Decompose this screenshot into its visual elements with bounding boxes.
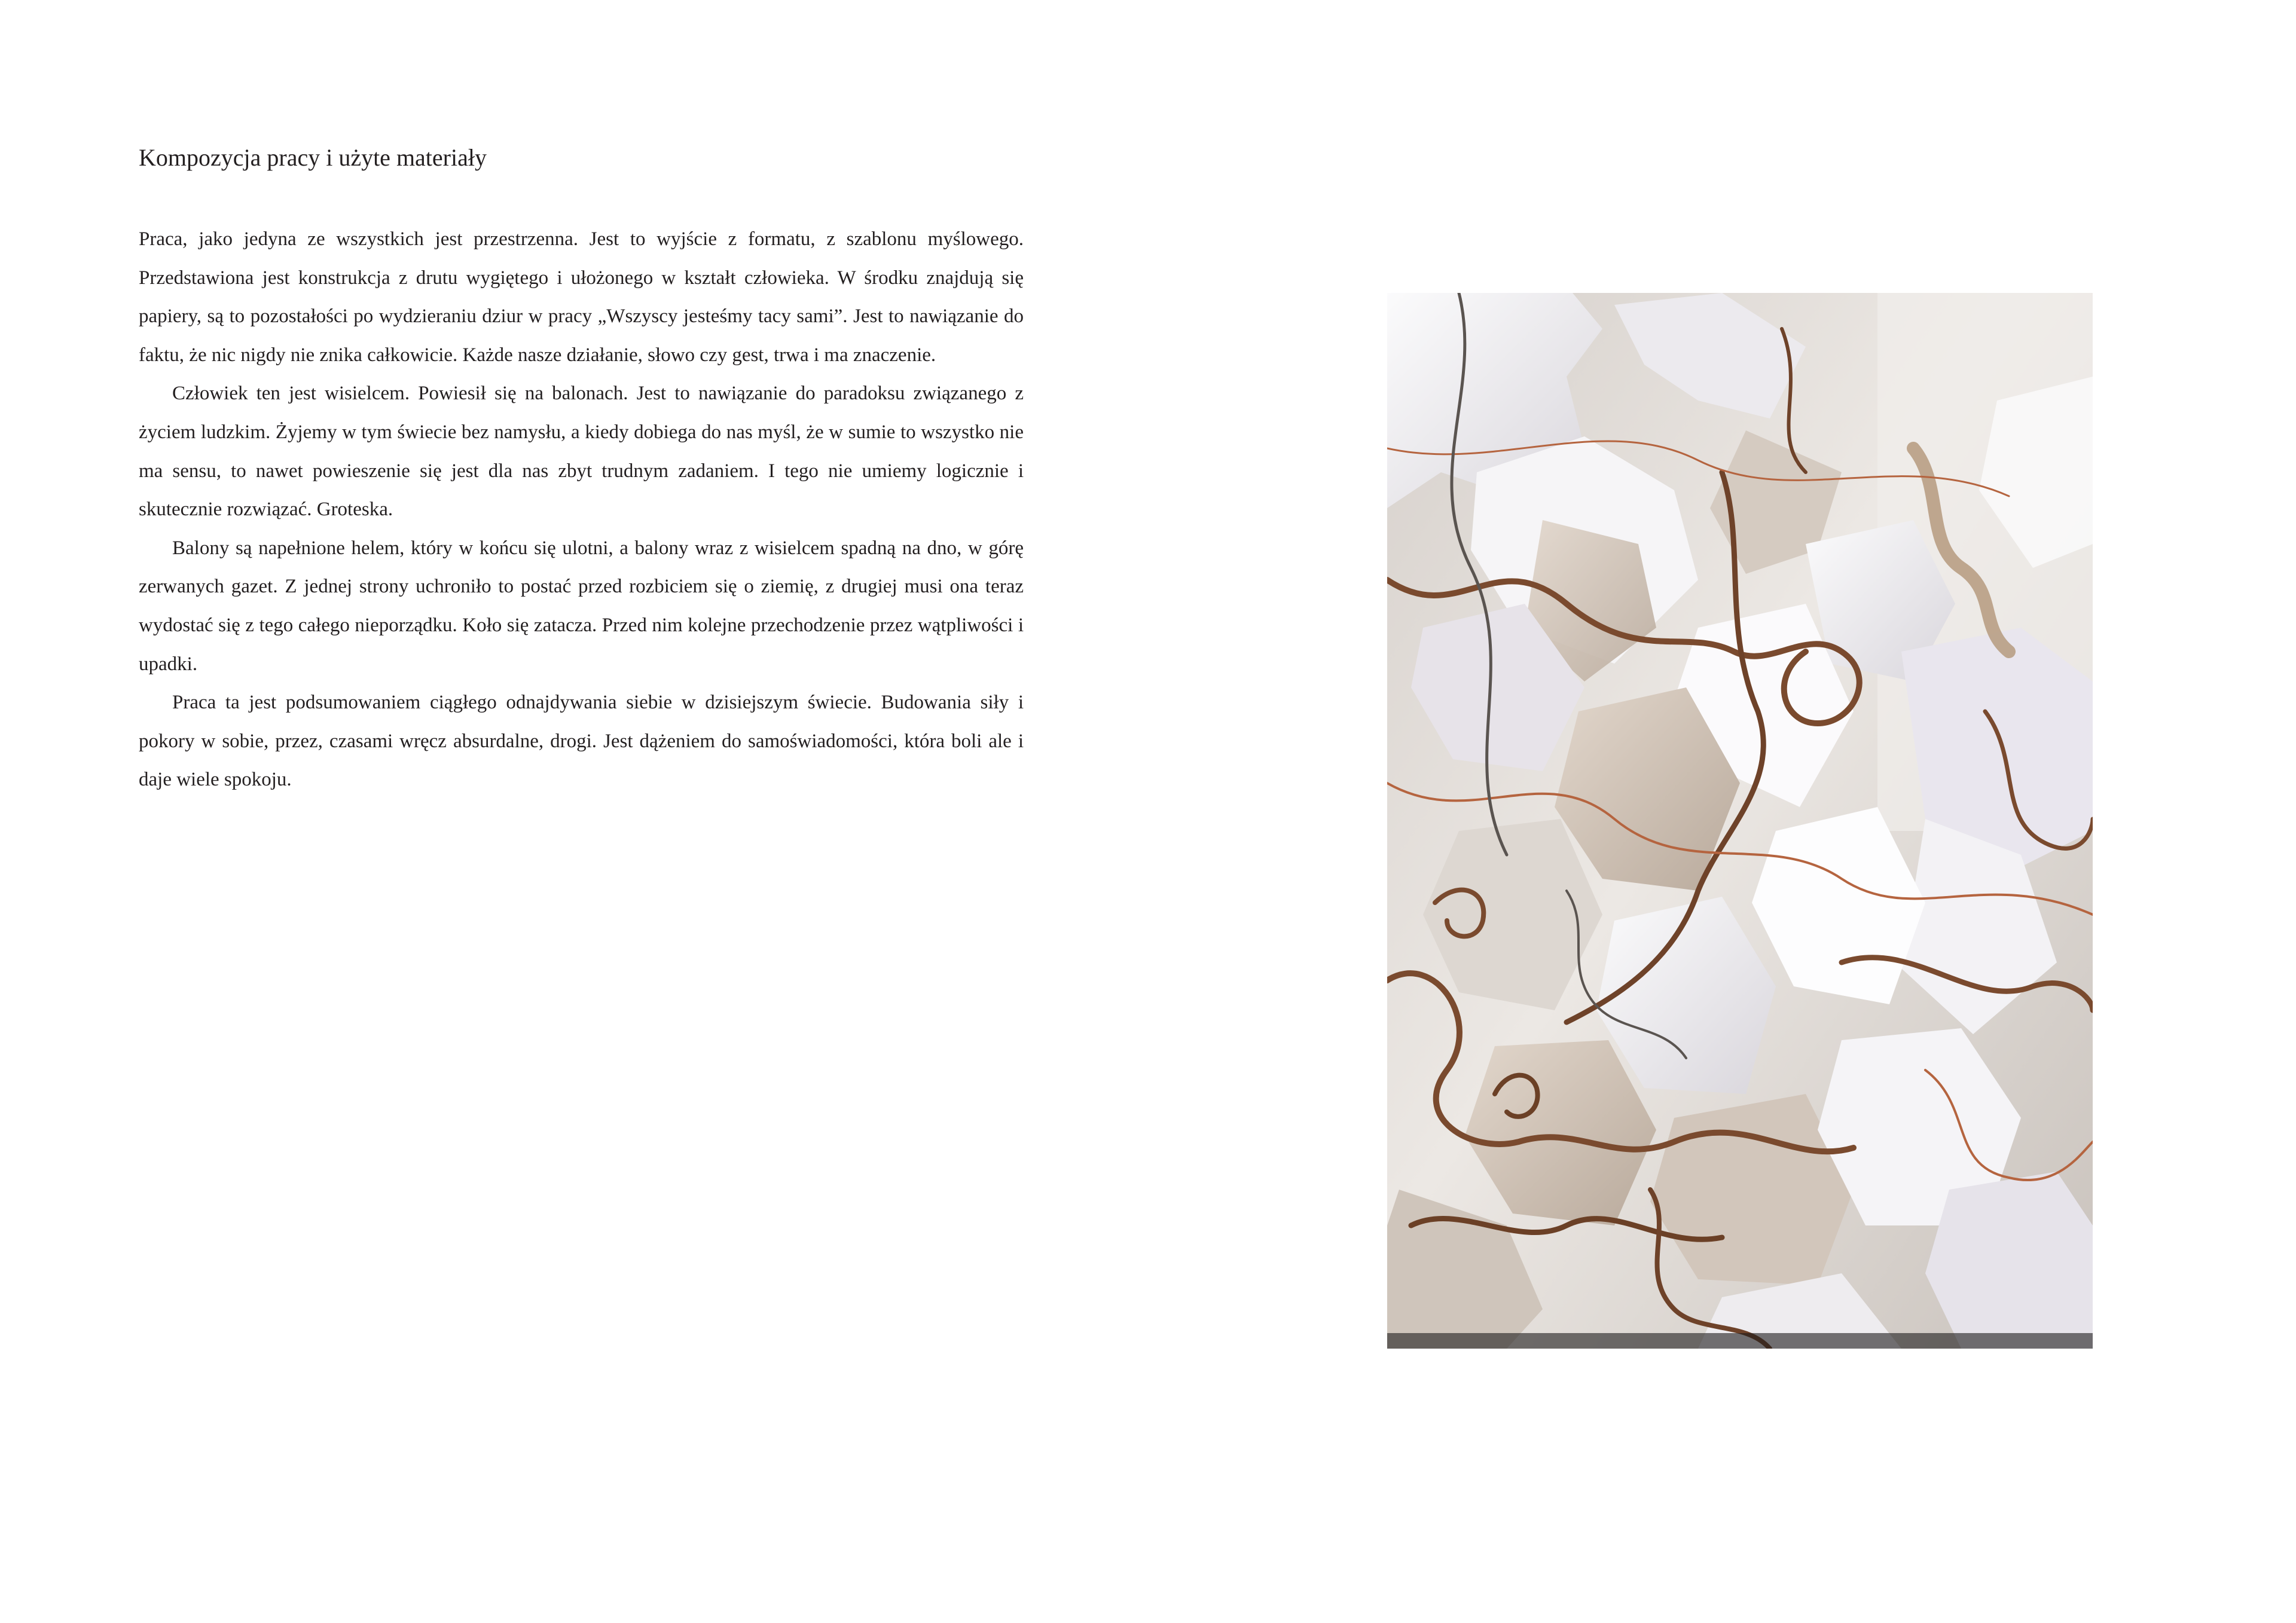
body-text [139, 220, 1024, 799]
paragraph-1: Praca, jako jedyna ze wszystkich jest przestrzenna. Jest to wyjście z formatu, z szablonu myślowego. Przedstawiona jest konstrukcja z drutu wygiętego i ułożonego w kształt człowieka. W środku znajdują się papiery, są to pozostałości po wydzieraniu dziur w pracy „Wszyscy jesteśmy tacy sami”. Jest to nawiązanie do faktu, że nic nigdy nie znika całkowicie. Każde nasze działanie, słowo czy gest, trwa i ma znaczenie. [139, 228, 1024, 366]
paragraph-3: Balony są napełnione helem, który w końcu się ulotni, a balony wraz z wisielcem spadną na dno, w górę zerwanych gazet. Z jednej strony uchroniło to postać przed rozbiciem się o ziemię, z drugiej musi ona teraz wydostać się z tego całego nieporządku. Koło się zatacza. Przed nim kolejne przechodzenie przez wątpliwości i upadki. [139, 537, 1024, 675]
paragraph-2: Człowiek ten jest wisielcem. Powiesił się na balonach. Jest to nawiązanie do paradoksu związanego z życiem ludzkim. Żyjemy w tym świecie bez namysłu, a kiedy dobiega do nas myśl, że w sumie to wszystko nie ma sensu, to nawet powieszenie się jest dla nas zbyt trudnym zadaniem. I tego nie umiemy logicznie i skutecznie rozwiązać. Groteska. [139, 383, 1024, 521]
sculpture-photo [1387, 293, 2093, 1349]
sculpture-photo-drawing [1387, 293, 2093, 1349]
section-title: Kompozycja pracy i użyte materiały [139, 144, 487, 171]
text-column [139, 139, 1024, 799]
paragraph-4: Praca ta jest podsumowaniem ciągłego odnajdywania siebie w dzisiejszym świecie. Budowania siły i pokory w sobie, przez, czasami wręcz absurdalne, drogi. Jest dążeniem do samoświadomości, która boli ale i daje wiele spokoju. [139, 692, 1024, 791]
